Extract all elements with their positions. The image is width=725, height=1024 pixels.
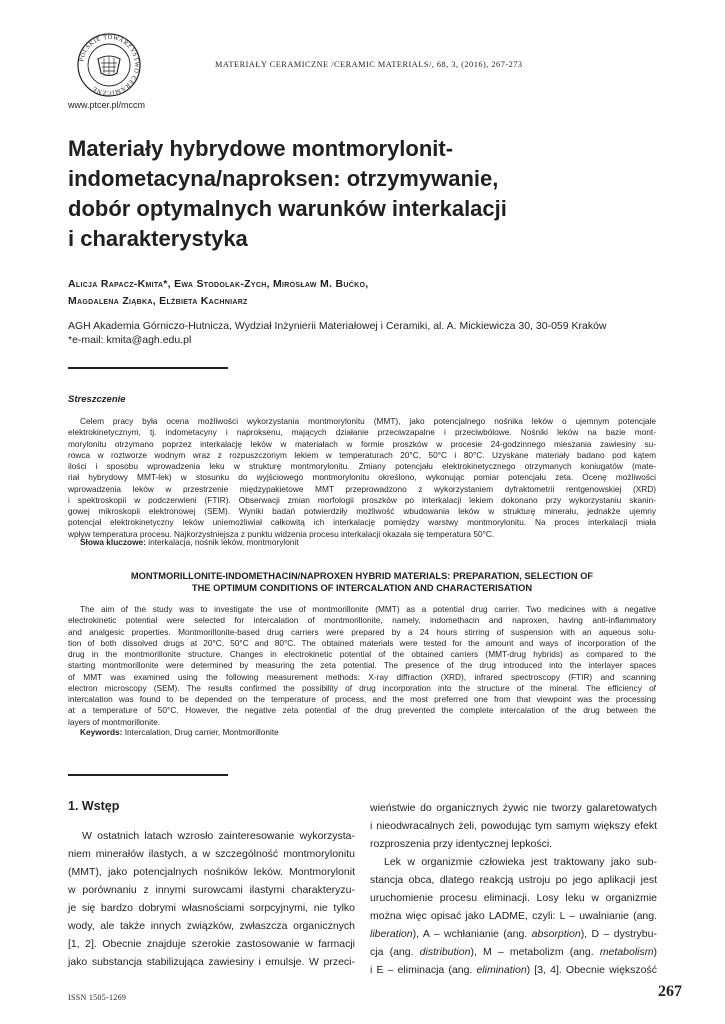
title-line: indometacyna/naproksen: otrzymywanie, <box>68 166 499 191</box>
affiliation: AGH Akademia Górniczo-Hutnicza, Wydział Inżynierii Materiałowej i Ceramiki, al. A. Mickiewicza 30, 30-059 Kraków <box>68 320 607 332</box>
abstract-line: wpływ temperatura procesu. Najkorzystniejsza z punktu widzenia procesu interkalacji okazała się temperatura 50°C. <box>68 528 495 539</box>
keywords-label: Keywords: <box>80 727 123 737</box>
body-line: i nieodwracalnych żeli, powodując tym samym większy efekt <box>370 820 657 832</box>
body-line: je się bardzo dobrymi własnościami sorpcyjnymi, nie tylko <box>68 902 355 914</box>
keywords-value: Intercalation, Drug carrier, Montmorillonite <box>122 727 279 737</box>
term-italic: elimination <box>476 964 527 976</box>
abstract-line: ilości i sposobu wprowadzenia leku w strukturę montmorylonitu. Zmiany potencjału elektrokinetycznego otrzymanych koniugatów (mate- <box>68 461 656 471</box>
abstract-line: layers of montmorillonite. <box>68 716 161 727</box>
body-text: ), A – wchłanianie (ang. <box>412 928 532 940</box>
abstract-line: of MMT was examined using the following measurement methods: X-ray diffraction (XRD), infrared spectroscopy (FTIR) and scanning <box>68 671 656 682</box>
abstract-line: The aim of the study was to investigate the use of montmorillonite (MMT) as a potential drug carrier. Two medicines with a negative <box>80 604 656 614</box>
body-column-left <box>68 827 355 971</box>
body-line <box>370 961 657 979</box>
body-text: ), D – dystrybu- <box>580 928 657 940</box>
journal-header: MATERIAŁY CERAMICZNE /CERAMIC MATERIALS/, 68, 3, (2016), 267-273 <box>215 60 523 69</box>
body-line: Lek w organizmie człowieka jest traktowany jako sub- <box>384 856 657 868</box>
term-italic: distribution <box>419 946 471 958</box>
section-heading: 1. Wstęp <box>68 799 120 813</box>
keywords-en <box>80 727 279 737</box>
body-line: w porównaniu z innymi surowcami ilastymi charakteryzu- <box>68 884 355 896</box>
term-italic: metabolism <box>599 946 654 958</box>
body-line: niem minerałów ilastych, a w szczególność montmorylonitu <box>68 848 355 860</box>
seal-ring-text: POLSKIE TOWARZYSTWO CERAMICZNE <box>78 33 141 97</box>
body-line <box>370 925 657 943</box>
term-italic: absorption <box>531 928 581 940</box>
society-seal-icon <box>68 31 150 99</box>
body-line: stancja obca, dlatego reakcją ustroju po jego aplikacji jest <box>370 874 657 886</box>
abstract-en <box>68 604 656 728</box>
keywords-pl <box>80 537 299 547</box>
english-title-line: MONTMORILLONITE-INDOMETHACIN/NAPROXEN HYBRID MATERIALS: PREPARATION, SELECTION OF <box>130 571 594 581</box>
journal-logo <box>68 31 150 99</box>
website-url[interactable]: www.ptcer.pl/mccm <box>68 100 146 110</box>
body-line: jako substancja stabilizująca zawiesiny i emulsje. W przeci- <box>68 956 355 968</box>
abstract-line: potencjał elektrokinetyczny leków uniemożliwiał całkowitą ich interkalację pomiędzy warstwy montmorylonitu. Na proces interkalacji miała <box>68 517 656 528</box>
abstract-line: intercalation was found to be depended on the temperature of process, and the most preferred one from that viewpoint was the processing <box>68 694 656 704</box>
email[interactable]: *e-mail: kmita@agh.edu.pl <box>68 334 192 346</box>
title-line: i charakterystyka <box>68 226 248 251</box>
keywords-value: interkalacja, nośnik leków, montmorylonit <box>145 537 299 547</box>
abstract-line: morylonitu otrzymano poprzez interkalację leków w materiałach w formie proszków w procesie 24-godzinnego mieszania zawiesiny su- <box>68 438 656 449</box>
authors-line: Alicja Rapacz-Kmita*, Ewa Stodolak-Zych, Mirosław M. Bućko, <box>68 278 369 290</box>
page-number: 267 <box>658 983 682 1000</box>
abstract-line: at a temperature of 50°C. However, the negative zeta potential of the drug prevented the complete intercalation of the drug between the <box>68 705 656 716</box>
authors <box>68 276 368 310</box>
english-title-line: THE OPTIMUM CONDITIONS OF INTERCALATION AND CHARACTERISATION <box>191 583 533 593</box>
divider-rule <box>68 367 228 369</box>
abstract-heading-pl: Streszczenie <box>68 394 126 405</box>
title-line: Materiały hybrydowe montmorylonit- <box>68 136 454 161</box>
abstract-line: and analgesic properties. Montmorillonite-based drug carriers were prepared by a 24 hours stirring of suspension with an aqueous solu- <box>68 626 656 637</box>
abstract-line: wprowadzenia leków w przestrzenie międzypakietowe MMT przeprowadzono z wykorzystaniem dyfraktometrii rentgenowskiej (XRD) <box>68 483 656 494</box>
abstract-line: rowca w roztworze wodnym wraz z rozpuszczonym lekiem w temperaturach 20°C, 50°C i 80°C. Uzyskane materiały badano pod kątem <box>68 449 656 460</box>
body-line: wieństwie do organicznych żywic nie tworzy galaretowatych <box>370 802 657 814</box>
body-text: i E – eliminacja (ang. <box>370 964 477 976</box>
title-line: dobór optymalnych warunków interkalacji <box>68 196 507 221</box>
body-line: (MMT), jako potencjalnych nośników leków. Montmorylonit <box>68 866 355 878</box>
abstract-line: elektrokinetycznym, tj. indometacyny i naproksenu, mających działanie przeciwzapalne i przeciwbólowe. Nośniki leków na bazie mont- <box>68 427 656 438</box>
affiliation-block <box>68 319 607 347</box>
body-line: można więc opisać jako LADME, czyli: L – uwalnianie (ang. <box>370 910 657 922</box>
abstract-line: Celem pracy była ocena możliwości wykorzystania montmorylonitu (MMT), jako potencjalnego nośnika leków o ujemnym potencjale <box>80 416 656 426</box>
english-title <box>68 570 656 594</box>
abstract-line: starting montmorillonite were determined by measuring the zeta potential. The presence of the drug introduced into the interlayer spaces <box>68 660 656 671</box>
keywords-label: Słowa kluczowe: <box>80 537 146 547</box>
body-text: ), M – metabolizm (ang. <box>470 946 600 958</box>
abstract-pl <box>68 416 656 540</box>
body-text: cja (ang. <box>370 946 420 958</box>
body-column-right <box>370 799 657 979</box>
authors-line: Magdalena Ziąbka, Elżbieta Kachniarz <box>68 295 248 307</box>
body-text: ) [3, 4]. Obecnie większość <box>526 964 657 976</box>
body-line <box>370 943 657 961</box>
issn: ISSN 1505-1269 <box>68 993 127 1002</box>
divider-rule <box>68 774 228 776</box>
body-text: ) <box>653 946 657 958</box>
abstract-line: gowej mikroskopii elektronowej (SEM). Wyniki badań potwierdziły możliwość wbudowania leków w strukturę minerału, jednakże ujemny <box>68 506 656 516</box>
body-line: wody, ale także innych związków, zwłaszcza organicznych <box>68 920 355 932</box>
abstract-line: riał hybrydowy MMT-lek) w stosunku do wyjściowego montmorylonitu określono, wykonując pomiar potencjału zeta. Ocenę możliwości <box>68 472 656 483</box>
body-line: [1, 2]. Obecnie znajduje szerokie zastosowanie w farmacji <box>68 938 355 950</box>
body-line: uruchomienie procesu eliminacji. Losy leku w organizmie <box>370 892 657 904</box>
abstract-line: i spektroskopii w podczerwieni (FTIR). Obserwacji zmian morfologii proszków po interkalacji lekiem dokonano przy wykorzystaniu skanin- <box>68 494 656 505</box>
abstract-line: electron microscopy (SEM). The results confirmed the possibility of drug incorporation into the structure of the mineral. The efficiency of <box>68 682 656 693</box>
abstract-line: electrokinetic potential were selected for intercalation of montmorillonite, namely, indomethacin and naproxen, having anti-inflammatory <box>68 615 656 626</box>
body-line: rozproszenia przy identycznej lepkości. <box>370 838 553 850</box>
article-title <box>68 134 668 254</box>
abstract-line: tion of both dissolved drugs at 20°C, 50°C and 80°C. The obtained materials were tested for the amount and ways of incorporation of the <box>68 637 656 648</box>
abstract-line: drug in the montmorillonite structure. Changes in electrokinetic potential of the obtained carriers (MMT-drug hybrids) as compared to the <box>68 649 656 659</box>
body-line: W ostatnich latach wzrosło zainteresowanie wykorzysta- <box>82 830 355 842</box>
term-italic: liberation <box>370 928 413 940</box>
